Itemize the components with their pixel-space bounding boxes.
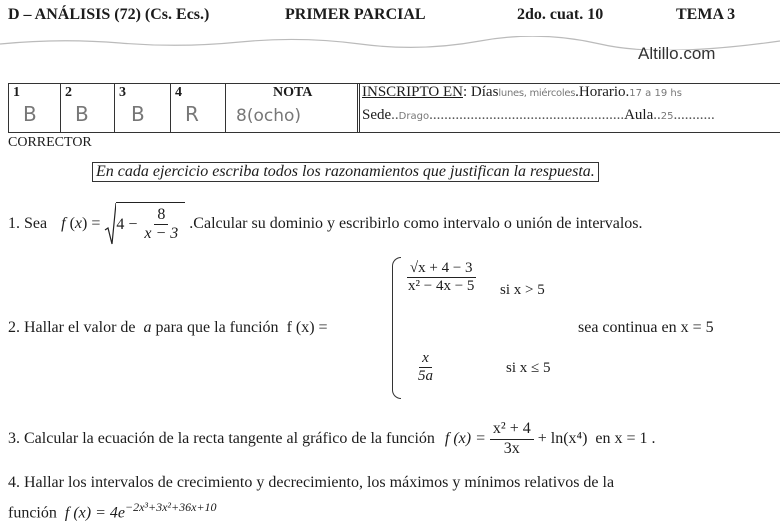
grade-mark: B [23,102,37,126]
aula-value: 25 [660,111,674,122]
exercise-4-line2: función f $(x) = 4e^{-2x^3+3x^2+36x+10}$ [8,500,217,522]
grade-mark: B [131,102,145,126]
case1-condition: si x > 5 [500,282,545,298]
case1-fraction: $\frac{√x + 4 - 3}{\text{x² − 4x − 5}}$ [408,260,475,295]
watermark: Altillo.com [638,44,716,63]
grade-cell-2: 2 B [61,84,115,133]
grade-cell-4: 4 R [171,84,226,133]
case2-fraction: $\frac{x}{5a}$ [418,350,433,385]
case2-condition: si x ≤ 5 [506,360,551,376]
exam-title: PRIMER PARCIAL [285,6,426,23]
ex2-suffix: sea continua en x = 5 [578,319,714,336]
instruction-box: En cada ejercicio escriba todos los razonamientos que justifican la respuesta. [92,162,599,182]
version-label: TEMA 3 [676,6,736,23]
piecewise-brace [392,257,401,399]
ex3-fraction: $\frac{\text{x² + 4}}{3x}$ [490,420,534,458]
corrector-label: CORRECTOR [8,135,92,150]
horario-value: 17 a 19 hs [629,88,682,99]
grade-cell-1: 1 B [9,84,61,133]
sede-line: Sede..Drago....................................................Aula..25........... [362,107,715,123]
exercise-4-line1: 4. Hallar los intervalos de crecimiento y decrecimiento, los máximos y mínimos relativos de la [8,474,615,491]
course-title: D – ANÁLISIS (72) (Cs. Ecs.) [8,6,210,23]
exercise-2-prefix: 2. Hallar el valor de a para que la función f (x) = [8,319,328,336]
dias-value: lunes, miércoles [498,88,576,99]
exercise-3: 3. Calcular la ecuación de la recta tangente al gráfico de la función f (x) = $\frac{\text{x² + 4}}{3x}$ + ln(x⁴) en x = 1 . [8,420,656,457]
exercise-1: 1. Sea f ( x ) = 4 − $\frac{8}{x - 3}$ .Calcular su dominio y escribirlo como intervalo o unión de intervalos. [8,199,643,249]
nota-value: 8(ocho) [236,106,302,126]
inscripcion-line: INSCRIPTO EN: Díaslunes, miércoles.Horario.17 a 19 hs [362,84,682,100]
grade-cell-3: 3 B [115,84,171,133]
grade-mark: R [185,102,199,126]
sqrt-symbol [104,202,116,246]
grade-table [8,83,360,133]
ex1-fraction: $\frac{8}{x - 3}$ [144,205,179,242]
nota-label: NOTA [273,85,313,100]
sede-value: Drago [398,111,430,122]
nota-cell [226,84,360,133]
term-label: 2do. cuat. 10 [517,6,604,23]
grade-mark: B [75,102,89,126]
